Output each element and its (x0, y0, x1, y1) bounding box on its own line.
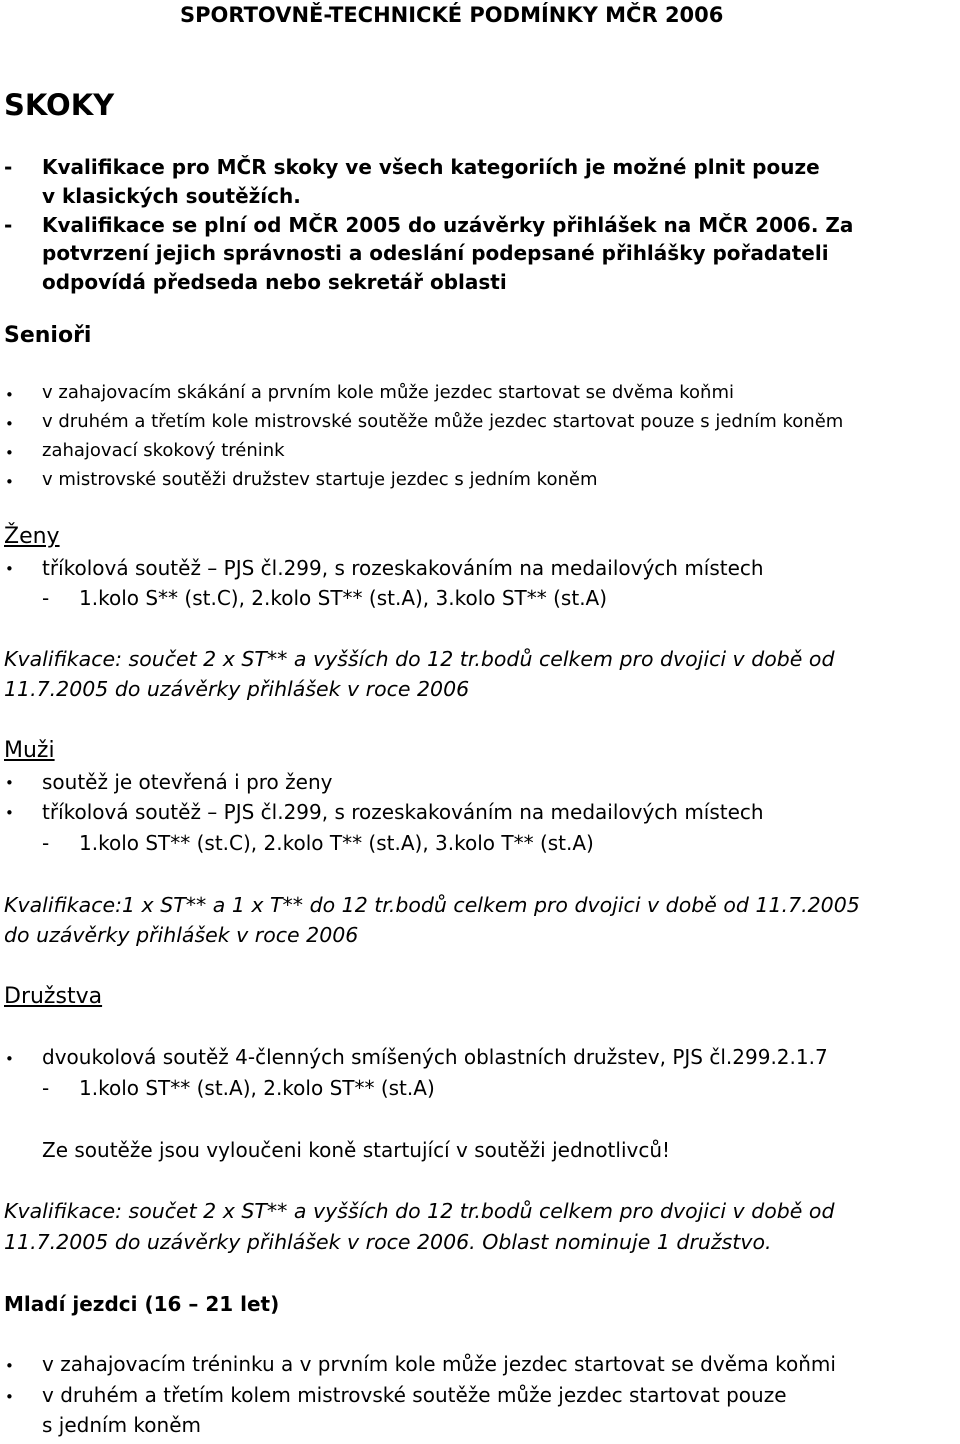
dash-marker: - (4, 155, 13, 179)
bullet: • (5, 415, 14, 433)
druzstva-qualification-line1: Kvalifikace: součet 2 x ST** a vyšších do 12 tr.bodů celkem pro dvojici v době od (4, 1199, 835, 1223)
druzstva-item: dvoukolová soutěž 4-členných smíšených oblastních družstev, PJS čl.299.2.1.7 (42, 1045, 828, 1069)
section-title-muzi: Muži (4, 738, 55, 763)
bullet: • (5, 804, 14, 822)
intro-dash1-line2: v klasických soutěžích. (42, 184, 301, 208)
intro-dash2-line1: Kvalifikace se plní od MČR 2005 do uzávěrky přihlášek na MČR 2006. Za (42, 213, 854, 237)
bullet: • (5, 386, 14, 404)
zeny-qualification-line2: 11.7.2005 do uzávěrky přihlášek v roce 2006 (4, 677, 470, 701)
bullet: • (5, 560, 14, 578)
mladi-item-1: v zahajovacím tréninku a v prvním kole může jezdec startovat se dvěma koňmi (42, 1352, 836, 1376)
dash-marker: - (42, 586, 50, 610)
section-title-seniori: Senioři (4, 323, 92, 348)
seniori-item-4: v mistrovské soutěži družstev startuje jezdec s jedním koněm (42, 469, 598, 490)
muzi-item-2: tříkolová soutěž – PJS čl.299, s rozeskakováním na medailových místech (42, 800, 764, 824)
muzi-qualification-line2: do uzávěrky přihlášek v roce 2006 (4, 923, 359, 947)
zeny-qualification-line1: Kvalifikace: součet 2 x ST** a vyšších do 12 tr.bodů celkem pro dvojici v době od (4, 647, 835, 671)
section-title-mladi-jezdci: Mladí jezdci (16 – 21 let) (4, 1292, 280, 1316)
bullet: • (5, 473, 14, 491)
seniori-item-1: v zahajovacím skákání a prvním kole může jezdec startovat se dvěma koňmi (42, 382, 734, 403)
seniori-item-3: zahajovací skokový trénink (42, 440, 285, 461)
muzi-qualification-line1: Kvalifikace:1 x ST** a 1 x T** do 12 tr.bodů celkem pro dvojici v době od 11.7.2005 (4, 893, 860, 917)
intro-dash2-line3: odpovídá předseda nebo sekretář oblasti (42, 270, 507, 294)
bullet: • (5, 444, 14, 462)
zeny-rounds: 1.kolo S** (st.C), 2.kolo ST** (st.A), 3.kolo ST** (st.A) (79, 586, 608, 610)
mladi-item-2-line1: v druhém a třetím kolem mistrovské soutěže může jezdec startovat pouze (42, 1383, 787, 1407)
bullet: • (5, 1050, 14, 1068)
section-heading-skoky: SKOKY (4, 88, 115, 122)
bullet: • (5, 1357, 14, 1375)
mladi-item-2-line2: s jedním koněm (42, 1413, 201, 1437)
dash-marker: - (4, 213, 13, 237)
bullet: • (5, 1388, 14, 1406)
section-title-druzstva: Družstva (4, 984, 103, 1009)
section-title-zeny: Ženy (4, 524, 60, 549)
intro-dash1-line1: Kvalifikace pro MČR skoky ve všech kategoriích je možné plnit pouze (42, 155, 820, 179)
zeny-item: tříkolová soutěž – PJS čl.299, s rozeskakováním na medailových místech (42, 556, 764, 580)
intro-dash2-line2: potvrzení jejich správnosti a odeslání podepsané přihlášky pořadateli (42, 241, 829, 265)
dash-marker: - (42, 831, 50, 855)
muzi-rounds: 1.kolo ST** (st.C), 2.kolo T** (st.A), 3.kolo T** (st.A) (79, 831, 594, 855)
druzstva-note: Ze soutěže jsou vyloučeni koně startující v soutěži jednotlivců! (42, 1138, 671, 1162)
seniori-item-2: v druhém a třetím kole mistrovské soutěže může jezdec startovat pouze s jedním koněm (42, 411, 844, 432)
dash-marker: - (42, 1076, 50, 1100)
document-title: SPORTOVNĚ-TECHNICKÉ PODMÍNKY MČR 2006 (180, 3, 724, 27)
druzstva-rounds: 1.kolo ST** (st.A), 2.kolo ST** (st.A) (79, 1076, 435, 1100)
muzi-item-1: soutěž je otevřená i pro ženy (42, 770, 333, 794)
druzstva-qualification-line2: 11.7.2005 do uzávěrky přihlášek v roce 2006. Oblast nominuje 1 družstvo. (4, 1230, 772, 1254)
bullet: • (5, 774, 14, 792)
